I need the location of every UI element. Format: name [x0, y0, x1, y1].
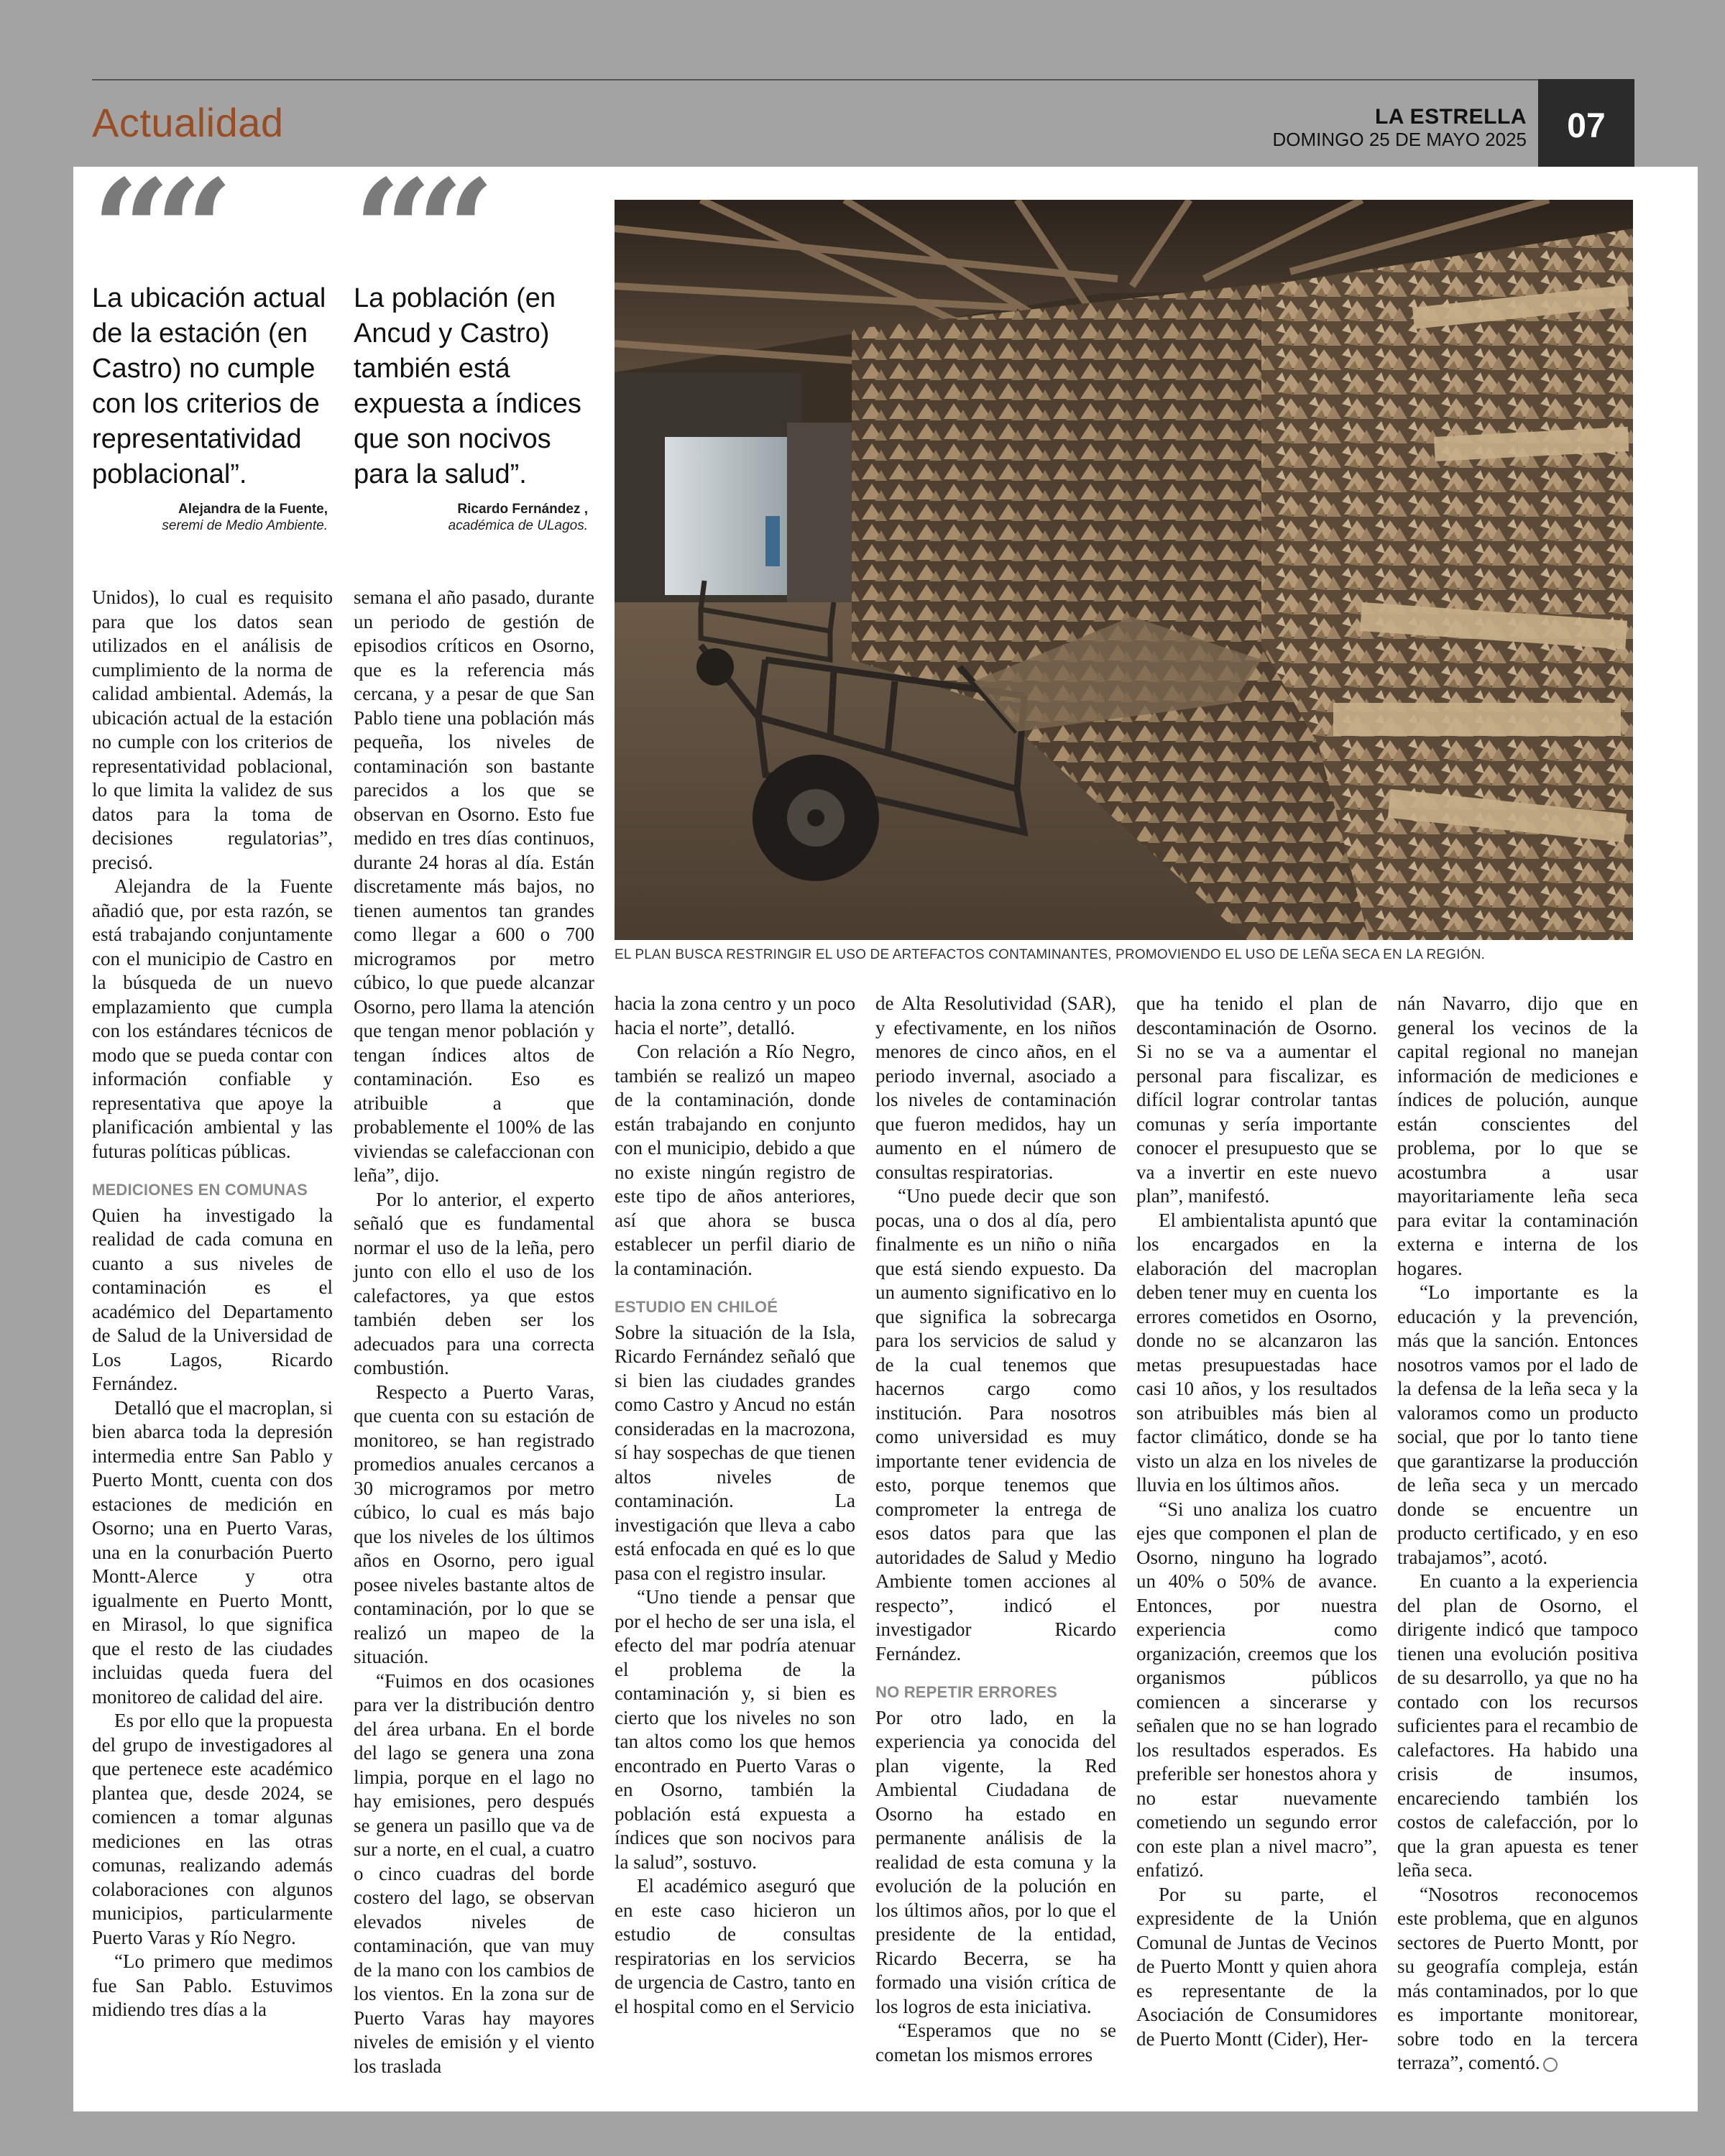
- pull-quote-2: [354, 149, 598, 492]
- paragraph: nán Navarro, dijo que en general los vecinos de la capital regional no manejan información de mediciones e índices de polución, aunque están conscientes del problema, por lo que se acostumbra a usar mayoritariamente leña seca para evitar la contaminación externa e interna de los hogares.: [1397, 992, 1638, 1279]
- paragraph: En cuanto a la experiencia del plan de Osorno, el dirigente indicó que tampoco tienen una evolución positiva de su desarrollo, ya que no ha contado con los recursos suficientes para el recambio de calefactores. Ha habido una crisis de insumos, encareciendo también los costos de calefacción, por lo que la gran apuesta es tener leña seca.: [1397, 1570, 1638, 1881]
- masthead: [1272, 106, 1527, 149]
- quote-mark-icon: ““: [92, 149, 218, 310]
- paragraph: “Fuimos en dos ocasiones para ver la distribución dentro del área urbana. En el borde del lago se genera una zona limpia, porque en el lago no hay emisiones, pero después se genera un pasillo que va de sur a norte, en el cual, a cuatro o cinco cuadras del borde costero del lago, se observan elevados niveles de contaminación, que van muy de la mano con los cambios de los vientos. En la zona sur de Puerto Varas hay mayores niveles de emisión y el viento los traslada: [354, 1669, 594, 2077]
- subheading: ESTUDIO EN CHILOÉ: [615, 1298, 778, 1316]
- paragraph: Por lo anterior, el experto señaló que es fundamental normar el uso de la leña, pero junto con ello el uso de los calefactores, ya que estos también deben ser los adecuados para una correcta combustión.: [354, 1188, 594, 1378]
- paragraph: “Lo importante es la educación y la prevención, más que la sanción. Entonces nosotros vamos por el lado de la defensa de la leña seca y la valoramos como un producto social, que por lo tanto tiene que garantizarse la producción de leña seca y un mercado donde se encuentre un producto certificado, y en eso trabajamos”, acotó.: [1397, 1281, 1638, 1568]
- text-column-2: [354, 586, 594, 2078]
- paragraph: “Uno tiende a pensar que por el hecho de ser una isla, el efecto del mar podría atenuar el problema de la contaminación y, si bien es cierto que los niveles no son tan altos como los que hemos encontrado en Puerto Varas o en Osorno, también la población está expuesta a índices que son nocivos para la salud”, sostuvo.: [615, 1586, 855, 1873]
- subheading: MEDICIONES EN COMUNAS: [92, 1181, 308, 1199]
- end-of-article-icon: [1543, 2058, 1558, 2072]
- paragraph: “Lo primero que medimos fue San Pablo. Estuvimos midiendo tres días a la: [92, 1950, 333, 2020]
- text-column-3: [615, 992, 855, 2019]
- page-number: 07: [1538, 79, 1634, 172]
- paragraph: El ambientalista apuntó que los encargados en la elaboración del macroplan deben tener muy en cuenta los errores cometidos en Osorno, donde no se alcanzaron las metas presupuestadas hace casi 10 años, y los resultados son atribuibles más bien al factor climático, donde se ha visto un alza en los niveles de lluvia en los últimos años.: [1136, 1209, 1377, 1496]
- quote-attribution-2: [344, 501, 588, 534]
- paragraph: Unidos), lo cual es requisito para que los datos sean utilizados en el análisis de cumplimiento de la norma de calidad ambiental. Además, la ubicación actual de la estación no cumple con los criterios de representatividad poblacional, lo que limita la validez de sus datos para la toma de decisiones regulatorias”, precisó.: [92, 586, 333, 873]
- paragraph: “Si uno analiza los cuatro ejes que componen el plan de Osorno, ninguno ha logrado un 40% o 50% de avance. Entonces, por nuestra experiencia como organización, creemos que los organismos públicos comiencen a sincerarse y señalen que no se han logrado los resultados esperados. Es preferible ser honestos ahora y no estar nuevamente cometiendo un segundo error con este plan a nivel macro”, enfatizó.: [1136, 1498, 1377, 1881]
- photo-caption: EL PLAN BUSCA RESTRINGIR EL USO DE ARTEFACTOS CONTAMINANTES, PROMOVIENDO EL USO DE LEÑA SECA EN LA REGIÓN.: [615, 947, 1486, 962]
- quote-mark-icon: ““: [354, 149, 479, 310]
- quote-text: La población (en Ancud y Castro) también está expuesta a índices que son nocivos para la salud”.: [354, 283, 581, 489]
- quote-role: seremi de Medio Ambiente.: [162, 518, 328, 533]
- paragraph: El académico aseguró que en este caso hicieron un estudio de consultas respiratorias en los servicios de urgencia de Castro, tanto en el hospital como en el Servicio: [615, 1875, 855, 2017]
- newspaper-name: LA ESTRELLA: [1374, 105, 1527, 129]
- paragraph: Respecto a Puerto Varas, que cuenta con su estación de monitoreo, se han registrado promedios anuales cercanos a 30 microgramos por metro cúbico, lo cual es más bajo que los niveles de los últimos años en Osorno, pero igual posee niveles bastante altos de contaminación, por lo que se realizó un mapeo de la situación.: [354, 1381, 594, 1667]
- text-column-6: [1397, 992, 1638, 2076]
- pull-quote-1: [92, 149, 336, 492]
- quote-role: académica de ULagos.: [448, 518, 588, 533]
- paragraph: Detalló que el macroplan, si bien abarca toda la depresión intermedia entre San Pablo y Puerto Montt, cuenta con dos estaciones de medición en Osorno; una en Puerto Varas, una en la conurbación Puerto Montt-Alerce y otra igualmente en Puerto Montt, en Mirasol, lo que significa que el resto de las ciudades incluidas queda fuera del monitoreo de calidad del aire.: [92, 1396, 333, 1708]
- firewood-shed-photo: [615, 200, 1633, 940]
- quote-text: La ubicación actual de la estación (en Castro) no cumple con los criterios de representatividad poblacional”.: [92, 283, 326, 489]
- paragraph: “Uno puede decir que son pocas, una o dos al día, pero finalmente es un niño o niña que está siendo expuesto. Da un aumento significativo en lo que significa la sobrecarga para los servicios de salud y de la cual tenemos que hacernos cargo como institución. Para nosotros como universidad es muy importante tener evidencia de esto, porque tenemos que comprometer la entrega de esos datos para que las autoridades de Salud y Medio Ambiente tomen acciones al respecto”, indicó el investigador Ricardo Fernández.: [875, 1185, 1116, 1664]
- paragraph: hacia la zona centro y un poco hacia el norte”, detalló.: [615, 992, 855, 1038]
- paragraph: Quien ha investigado la realidad de cada comuna en cuanto a sus niveles de contaminación es el académico del Departamento de Salud de la Universidad de Los Lagos, Ricardo Fernández.: [92, 1204, 333, 1394]
- paragraph: semana el año pasado, durante un periodo de gestión de episodios críticos en Osorno, que es la referencia más cercana, y a pesar de que San Pablo tiene una población más pequeña, los niveles de contaminación son bastante parecidos a los que se observan en Osorno. Esto fue medido en tres días continuos, durante 24 horas al día. Están discretamente más bajos, no tienen aumentos tan grandes como llegar a 600 o 700 microgramos por metro cúbico, lo que puede alcanzar Osorno, pero llama la atención que tengan menor población y tengan índices altos de contaminación. Eso es atribuible a que probablemente el 100% de las viviendas se calefaccionan con leña”, dijo.: [354, 586, 594, 1186]
- text-column-1: [92, 586, 333, 2022]
- paragraph: “Nosotros reconocemos este problema, que en algunos sectores de Puerto Montt, por su geografía compleja, están más contaminados, por lo que es importante monitorear, sobre todo en la tercera terraza”, comentó.: [1397, 1883, 1638, 2073]
- paragraph: que ha tenido el plan de descontaminación de Osorno. Si no se va a aumentar el personal para fiscalizar, es difícil lograr controlar tantas comunas y sería importante conocer el presupuesto que se va a invertir en este nuevo plan”, manifestó.: [1136, 992, 1377, 1207]
- top-rule: [92, 79, 1634, 80]
- paragraph: Sobre la situación de la Isla, Ricardo Fernández señaló que si bien las ciudades grandes como Castro y Ancud no están consideradas en la macrozona, sí hay sospechas de que tienen altos niveles de contaminación. La investigación que lleva a cabo está enfocada en qué es lo que pasa con el registro insular.: [615, 1321, 855, 1584]
- subheading: NO REPETIR ERRORES: [875, 1683, 1057, 1701]
- paragraph: Con relación a Río Negro, también se realizó un mapeo de la contaminación, donde están trabajando en conjunto con el municipio, debido a que no existe ningún registro de este tipo de años anteriores, así que ahora se busca establecer un perfil diario de la contaminación.: [615, 1041, 855, 1279]
- paragraph: Alejandra de la Fuente añadió que, por esta razón, se está trabajando conjuntamente con el municipio de Castro en la búsqueda de un nuevo emplazamiento que cumpla con los estándares técnicos de modo que se pueda contar con información confiable y representativa que apoye la planificación ambiental y las futuras políticas públicas.: [92, 875, 333, 1162]
- paragraph: Por otro lado, en la experiencia ya conocida del plan vigente, la Red Ambiental Ciudadana de Osorno ha estado en permanente análisis de la realidad de esta comuna y la evolución de la polución en los últimos años, por lo que el presidente de la entidad, Ricardo Becerra, se ha formado una visión crítica de los logros de esta iniciativa.: [875, 1706, 1116, 2017]
- paragraph: Es por ello que la propuesta del grupo de investigadores al que pertenece este académico plantea que, desde 2024, se comiencen a tomar algunas mediciones en las otras comunas, realizando además colaboraciones con algunos municipios, particularmente Puerto Varas y Río Negro.: [92, 1710, 333, 1948]
- quote-author: Alejandra de la Fuente,: [178, 502, 328, 517]
- text-column-5: [1136, 992, 1377, 2051]
- paragraph: de Alta Resolutividad (SAR), y efectivamente, en los niños menores de cinco años, en el periodo invernal, asociado a los niveles de contaminación que fueron medidos, hay un aumento en el número de consultas respiratorias.: [875, 992, 1116, 1183]
- text-column-4: [875, 992, 1116, 2067]
- quote-attribution-1: [83, 501, 328, 534]
- paragraph: “Esperamos que no se cometan los mismos errores: [875, 2019, 1116, 2065]
- paragraph: Por su parte, el expresidente de la Unión Comunal de Juntas de Vecinos de Puerto Montt y quien ahora es representante de la Asociación de Consumidores de Puerto Montt (Cider), Her-: [1136, 1883, 1377, 2050]
- section-title: Actualidad: [92, 100, 284, 145]
- quote-author: Ricardo Fernández ,: [457, 502, 588, 517]
- issue-date: DOMINGO 25 DE MAYO 2025: [1272, 129, 1527, 150]
